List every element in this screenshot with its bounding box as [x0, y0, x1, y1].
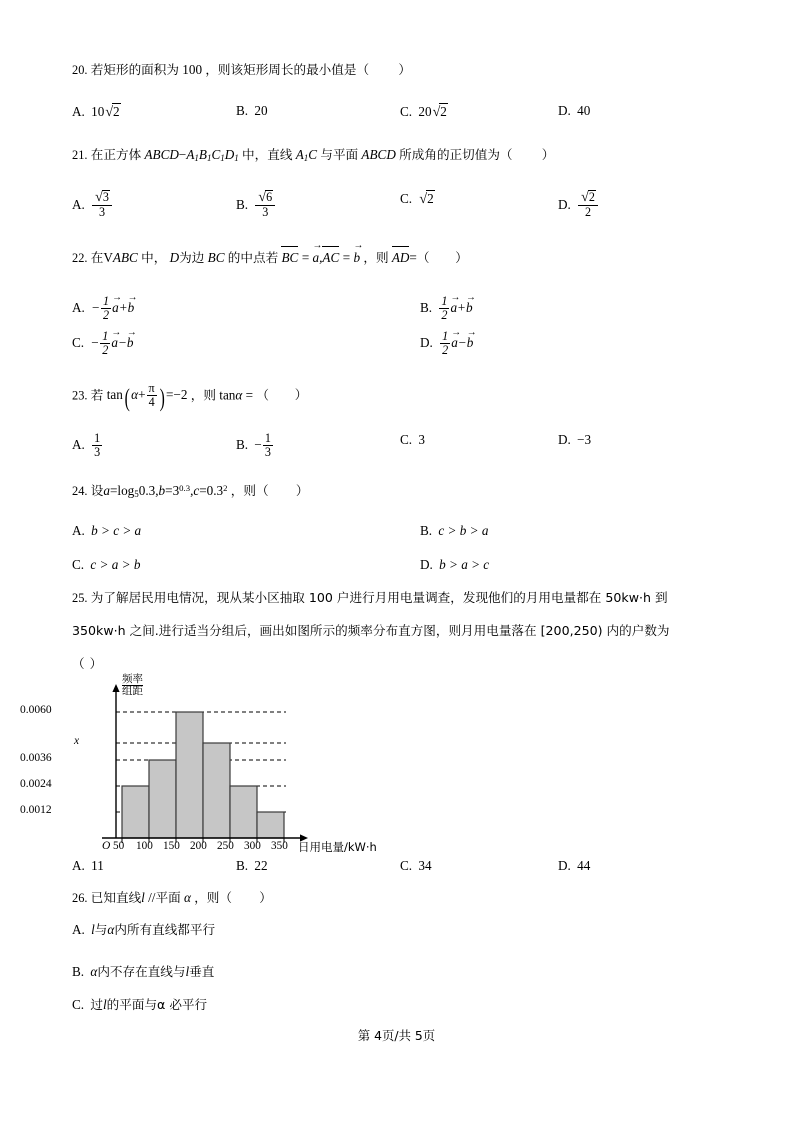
question-22-text-4: 的中点若: [227, 250, 279, 265]
option-26-C-prefix: 过: [90, 997, 103, 1012]
y-tick-label-0024: 0.0024: [20, 778, 52, 790]
question-23-number: 23.: [72, 388, 88, 403]
y-axis-title-denominator: 组距: [122, 685, 143, 698]
question-21-options: [72, 190, 752, 228]
question-26-stem: [72, 888, 732, 908]
question-25-number: 25.: [72, 591, 88, 605]
option-23-A[interactable]: [72, 432, 103, 459]
option-22-D-value: $\frac{1}{2}$ a → −b →: [442, 327, 477, 358]
option-24-C-value: c > a > b: [90, 557, 141, 572]
x-tick-label-350: 350: [271, 840, 288, 852]
option-23-A-label: A.: [72, 437, 85, 453]
y-axis-arrow: [112, 684, 119, 692]
question-21-cube: ABCD: [144, 147, 179, 162]
question-22-options-row2: [72, 327, 752, 370]
option-21-A[interactable]: [72, 190, 113, 219]
option-25-A-label: A.: [72, 858, 85, 873]
option-24-A-label: A.: [72, 523, 85, 538]
option-26-C[interactable]: [72, 995, 732, 1015]
question-22-side-bc: BC: [207, 250, 225, 265]
x-tick-label-300: 300: [244, 840, 261, 852]
question-23-eq2: tanα =: [219, 387, 254, 403]
option-24-A-value: b > c > a: [91, 523, 142, 538]
question-22-stem: 22. 在VABC 中， D为边 BC 的中点若 BC = a → ,AC = b → ，则 AD=（ ）: [72, 248, 732, 268]
option-26-B-l: l: [185, 964, 190, 979]
option-21-A-label: A.: [72, 197, 85, 213]
option-23-B[interactable]: [236, 432, 274, 459]
option-25-D[interactable]: [558, 858, 590, 874]
option-23-B-label: B.: [236, 437, 249, 453]
question-22-options-row1: [72, 292, 752, 335]
option-21-B[interactable]: [236, 190, 276, 219]
option-21-B-label: B.: [236, 197, 249, 213]
option-26-A-label: A.: [72, 922, 85, 937]
bar-200-250: [203, 743, 230, 838]
option-22-D-label: D.: [420, 335, 433, 351]
option-22-C[interactable]: [72, 327, 137, 358]
option-22-A-value: − $\frac{1}{2}$ a → +b →: [91, 292, 138, 323]
question-25-stem-line-2: 350kw·h 之间.进行适当分组后，画出如图所示的频率分布直方图，则月用电量落在 [200,250) 内的户数为: [72, 622, 670, 638]
x-tick-label-250: 250: [217, 840, 234, 852]
bar-50-100: [122, 786, 149, 838]
x-axis-title: 日用电量/kW·h: [298, 840, 377, 854]
option-23-D-label: D.: [558, 432, 571, 447]
option-20-A[interactable]: [72, 103, 121, 121]
question-20-number-value: 100: [182, 62, 203, 77]
option-25-A-value: 11: [91, 858, 104, 873]
option-26-C-label: C.: [72, 997, 85, 1012]
question-26-text-2: 平面: [155, 890, 181, 905]
x-tick-label-50: 50: [113, 840, 125, 852]
option-24-A[interactable]: [72, 523, 141, 539]
question-21-text-1: 在正方体: [90, 147, 142, 162]
question-21-text-3: 与平面: [320, 147, 359, 162]
option-22-A[interactable]: [72, 292, 138, 323]
option-20-C-label: C.: [400, 104, 413, 119]
option-21-C-value: √2: [419, 190, 434, 207]
question-24-number: 24.: [72, 484, 88, 498]
option-20-C[interactable]: [400, 103, 448, 121]
page-footer: 第 4页/共 5页: [357, 1028, 436, 1043]
histogram-bars: [122, 712, 284, 838]
option-23-A-value: $\frac{1}{3}$: [94, 431, 101, 460]
option-21-D[interactable]: [558, 190, 599, 219]
question-21-stem: 21. 在正方体 $ABCD-A_1B_1C_1D_1$ 中，直线 $A_1C$ 与平面 ABCD 所成角的正切值为（ ）: [72, 147, 555, 164]
option-22-D[interactable]: [420, 327, 477, 358]
option-26-A[interactable]: [72, 920, 732, 940]
question-22-text-1: 在: [90, 250, 104, 265]
option-21-C[interactable]: [400, 190, 435, 208]
question-25-stem-line-3: （ ）: [72, 655, 103, 671]
question-20-text-3: ）: [398, 62, 412, 77]
question-24-text-2: ，则（: [230, 483, 269, 498]
question-22-text-2: 中，: [141, 250, 167, 265]
option-21-C-label: C.: [400, 191, 413, 206]
option-21-D-value: $\frac{√2}{2}$: [578, 190, 598, 219]
option-21-A-value: $\frac{√3}{3}$: [92, 190, 112, 219]
option-25-A[interactable]: [72, 858, 104, 874]
question-20-number: 20.: [72, 63, 88, 77]
option-26-C-l: l: [102, 997, 107, 1012]
option-20-B-value: 20: [254, 103, 268, 118]
question-25-stem-line-1: 为了解居民用电情况，现从某小区抽取 100 户进行月用电量调查，发现他们的月用电量都在 50kw·h 到: [90, 590, 668, 605]
question-22-point-d: D: [169, 250, 180, 265]
option-25-D-value: 44: [577, 858, 591, 873]
option-20-A-value: 10√2: [91, 103, 120, 120]
question-22-text-3: 为边: [179, 250, 205, 265]
option-25-B-label: B.: [236, 858, 249, 873]
option-22-C-value: − $\frac{1}{2}$ a → −b →: [90, 327, 137, 358]
option-24-B-value: c > b > a: [438, 523, 489, 538]
option-22-B[interactable]: [420, 292, 476, 323]
question-21-text-2: 中，直线: [242, 147, 293, 162]
option-26-B-alpha: α: [90, 964, 98, 979]
option-23-C-value: 3: [418, 432, 425, 447]
option-26-B-mid: 内不存在直线与: [97, 964, 186, 979]
question-21-number: 21.: [72, 148, 88, 162]
option-20-C-value: 20√2: [418, 103, 447, 120]
option-24-C[interactable]: [72, 557, 140, 573]
option-23-C-label: C.: [400, 432, 413, 447]
question-21-plane: ABCD: [361, 147, 396, 162]
question-23-text-4: ）: [294, 387, 308, 403]
option-26-C-suffix: α 必平行: [157, 997, 208, 1012]
question-24-options-row2: [72, 557, 752, 587]
option-22-B-value: $\frac{1}{2}$ a → +b →: [441, 292, 476, 323]
question-24-text-3: ）: [295, 483, 309, 498]
option-26-B-suffix: 垂直: [189, 964, 215, 979]
question-22-number: 22.: [72, 251, 88, 265]
question-25-options: [72, 858, 752, 884]
bar-250-300: [230, 786, 257, 838]
x-tick-label-150: 150: [163, 840, 180, 852]
option-26-B-label: B.: [72, 964, 85, 979]
bar-100-150: [149, 760, 176, 838]
option-21-D-label: D.: [558, 197, 571, 213]
option-22-B-label: B.: [420, 300, 433, 316]
option-20-B-label: B.: [236, 103, 249, 118]
option-24-C-label: C.: [72, 557, 85, 572]
option-24-D-value: b > a > c: [439, 557, 490, 572]
question-23-stem: [72, 381, 732, 413]
x-tick-label-200: 200: [190, 840, 207, 852]
option-20-A-label: A.: [72, 104, 85, 119]
option-20-D[interactable]: [558, 103, 590, 119]
question-22-eq: BC = a → ,AC = b →: [281, 250, 360, 265]
question-20-stem: [72, 60, 732, 80]
option-26-A-mid: 与: [94, 922, 108, 937]
question-26-line-l: l: [141, 890, 145, 905]
question-24-options-row1: [72, 523, 752, 553]
question-25-stem: [72, 588, 752, 674]
question-23-text-3: （: [256, 387, 270, 403]
option-23-B-value: − $\frac{1}{3}$: [254, 431, 271, 460]
option-25-B[interactable]: [236, 858, 268, 874]
option-20-B[interactable]: [236, 103, 268, 119]
option-21-B-value: $\frac{√6}{3}$: [255, 190, 275, 219]
option-26-A-l: l: [91, 922, 95, 937]
y-tick-label-0060: 0.0060: [20, 704, 52, 716]
question-20-text-2: ，则该矩形周长的最小值是（: [205, 62, 370, 77]
question-26-text-1: 已知直线: [90, 890, 142, 905]
question-26-number: 26.: [72, 891, 88, 905]
option-22-A-label: A.: [72, 300, 85, 316]
option-23-C[interactable]: [400, 432, 425, 448]
question-21-cube-prime: $A_1B_1C_1D_1$: [186, 147, 239, 164]
option-26-B[interactable]: [72, 962, 732, 982]
question-24-text-1: 设: [90, 483, 104, 498]
option-25-C-label: C.: [400, 858, 413, 873]
option-20-D-label: D.: [558, 103, 571, 118]
option-24-D-label: D.: [420, 557, 433, 572]
question-26-alpha: α: [183, 890, 191, 905]
option-25-B-value: 22: [254, 858, 268, 873]
question-26-text-3: ，则（: [194, 890, 232, 905]
parallel-icon: //: [148, 890, 156, 905]
question-21-text-5: ）: [541, 147, 555, 162]
y-axis-title-numerator: 频率: [122, 673, 143, 685]
option-24-B[interactable]: [420, 523, 488, 539]
question-21-text-4: 所成角的正切值为（: [399, 147, 513, 162]
option-26-A-suffix: 内所有直线都平行: [114, 922, 216, 937]
question-22-ad: AD: [392, 250, 410, 265]
question-20-text-1: 若矩形的面积为: [90, 62, 179, 77]
origin-label: O: [102, 840, 111, 852]
option-20-D-value: 40: [577, 103, 591, 118]
question-23-text-2: ，则: [190, 387, 216, 403]
option-23-D-value: −3: [577, 432, 592, 447]
y-axis-title: [122, 674, 143, 697]
question-26-text-4: ）: [259, 890, 273, 905]
x-tick-label-100: 100: [136, 840, 153, 852]
question-22-text-5: ，则: [363, 250, 389, 265]
y-tick-label-0036: 0.0036: [20, 752, 52, 764]
y-tick-label-x: x: [74, 735, 80, 747]
question-23-text-1: 若: [90, 387, 104, 403]
question-21-line: $A_1C$: [295, 147, 318, 164]
question-23-eq: tan( α+ $\frac{\pi}{4}$ ) =−2: [106, 381, 188, 413]
option-26-A-alpha: α: [107, 922, 115, 937]
option-24-D[interactable]: [420, 557, 489, 573]
option-25-D-label: D.: [558, 858, 571, 873]
question-22-text-7: ）: [455, 250, 469, 265]
question-24-stem: 24. 设$a=\log_50.3,b=3^{0.3},c=0.3^2$ ，则（ ）: [72, 483, 309, 500]
option-22-C-label: C.: [72, 335, 85, 351]
bar-300-350: [257, 812, 284, 838]
option-25-C-value: 34: [418, 858, 432, 873]
option-25-C[interactable]: [400, 858, 432, 874]
y-tick-label-0012: 0.0012: [20, 804, 52, 816]
frequency-distribution-histogram: [20, 673, 406, 856]
option-24-B-label: B.: [420, 523, 433, 538]
bar-150-200: [176, 712, 203, 838]
option-26-C-mid: 的平面与: [106, 997, 158, 1012]
question-20-options: [72, 103, 752, 129]
question-23-options: [72, 432, 752, 470]
option-23-D[interactable]: [558, 432, 591, 448]
